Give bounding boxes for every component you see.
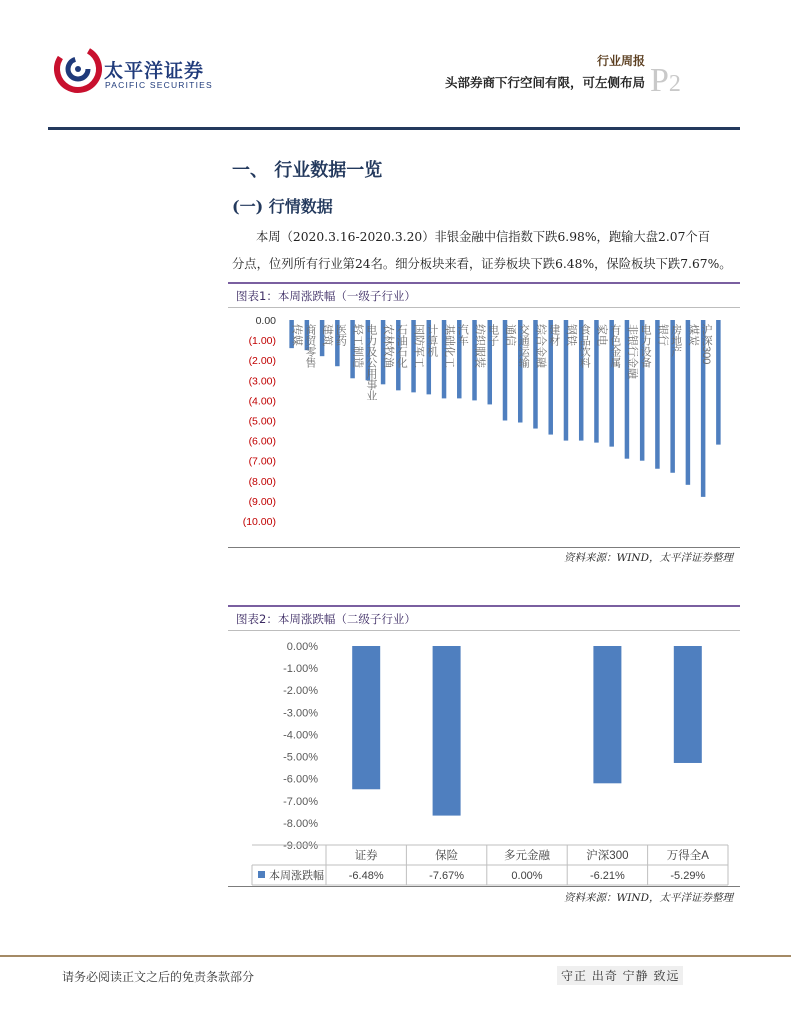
category-label: 沪深300	[586, 850, 629, 862]
y-tick-label: -8.00%	[283, 817, 318, 830]
body-paragraph-line-1: 本周（2020.3.16-2020.3.20）非银金融中信指数下跌6.98%，跑输大盘2.07个百	[256, 230, 711, 244]
y-tick-label: (7.00)	[248, 455, 276, 468]
y-tick-label: 0.00	[255, 315, 276, 327]
legend-label: 本周涨跌幅	[269, 870, 324, 882]
bar	[716, 320, 721, 445]
category-label: 农林牧渔	[382, 324, 395, 368]
page-digit: 2	[668, 71, 681, 97]
report-type: 行业周报	[596, 54, 645, 68]
y-tick-label: (3.00)	[248, 375, 276, 388]
y-tick-label: -2.00%	[283, 685, 318, 698]
category-label: 保险	[435, 850, 459, 862]
body-paragraph-line-2: 分点，位列所有行业第24名。细分板块来看，证券板块下跌6.48%，保险板块下跌7.67%。	[232, 257, 732, 271]
figure2-title: 图表2：本周涨跌幅（二级子行业）	[236, 612, 416, 626]
y-tick-label: (1.00)	[248, 335, 276, 348]
category-label: 电力及公用事业	[364, 324, 377, 401]
data-value-label: -5.29%	[670, 870, 706, 882]
y-tick-label: -5.00%	[283, 751, 318, 764]
y-tick-label: (5.00)	[248, 415, 276, 428]
category-label: 传媒	[290, 324, 303, 346]
category-label: 房地产	[669, 324, 682, 357]
category-label: 沪深300	[700, 324, 713, 365]
footer-divider	[0, 955, 791, 957]
category-label: 石油石化	[395, 324, 408, 368]
y-tick-label: (6.00)	[248, 435, 276, 448]
category-label: 建材	[547, 324, 560, 346]
category-label: 计算机	[425, 324, 438, 357]
y-tick-label: 0.00%	[286, 641, 318, 653]
category-label: 食品饮料	[578, 324, 591, 368]
y-tick-label: (4.00)	[248, 395, 276, 408]
brand-name-en: PACIFIC SECURITIES	[105, 80, 213, 90]
y-tick-label: (10.00)	[242, 516, 276, 528]
footer-disclaimer: 请务必阅读正文之后的免责条款部分	[62, 970, 255, 984]
data-value-label: 0.00%	[511, 870, 543, 882]
figure1-title-rule	[228, 307, 740, 308]
figure2-bottom-rule	[228, 886, 740, 887]
category-label: 证券	[354, 850, 378, 862]
figure1-top-rule	[228, 282, 740, 284]
y-tick-label: (2.00)	[248, 355, 276, 368]
y-tick-label: -1.00%	[283, 663, 318, 676]
bar	[433, 646, 461, 816]
category-label: 钢铁	[564, 324, 577, 346]
y-tick-label: -3.00%	[283, 707, 318, 720]
figure1-title: 图表1：本周涨跌幅（一级子行业）	[236, 289, 416, 303]
figure2-bar-chart	[228, 634, 740, 886]
bar	[352, 646, 380, 789]
category-label: 基础化工	[443, 324, 456, 368]
y-tick-label: (9.00)	[248, 495, 276, 508]
category-label: 煤炭	[686, 324, 699, 346]
category-label: 银行	[656, 324, 669, 346]
category-label: 交通运输	[517, 324, 530, 368]
figure1-bar-chart	[228, 310, 740, 540]
y-tick-label: -7.00%	[283, 795, 318, 808]
category-label: 汽车	[456, 324, 469, 346]
page-number	[650, 62, 681, 100]
y-tick-label: -4.00%	[283, 729, 318, 742]
subsection-heading: (一) 行情数据	[232, 197, 333, 216]
footer-motto: 守正 出奇 宁静 致远	[557, 966, 683, 985]
data-value-label: -7.67%	[429, 870, 465, 882]
bar	[674, 646, 702, 763]
figure2-title-rule	[228, 630, 740, 631]
category-label: 建筑	[321, 324, 334, 346]
category-label: 纺织服装	[473, 324, 486, 368]
category-label: 电子	[486, 324, 499, 346]
figure1-source: 资料来源：WIND，太平洋证券整理	[563, 552, 733, 564]
page-letter: P	[650, 62, 669, 99]
header-divider	[48, 127, 740, 130]
y-tick-label: -9.00%	[283, 840, 318, 852]
figure1-bottom-rule	[228, 547, 740, 548]
category-label: 万得全A	[666, 850, 709, 862]
category-label: 非银行金融	[625, 324, 638, 379]
category-label: 家电	[595, 324, 608, 346]
category-label: 综合金融	[534, 324, 547, 368]
category-label: 医药	[334, 324, 347, 346]
data-value-label: -6.21%	[589, 870, 625, 882]
figure2-top-rule	[228, 605, 740, 607]
y-tick-label: -6.00%	[283, 773, 318, 786]
y-tick-label: (8.00)	[248, 475, 276, 488]
category-label: 有色金属	[608, 324, 621, 368]
category-label: 国防军工	[412, 324, 425, 368]
report-title: 头部券商下行空间有限，可左侧布局	[444, 75, 645, 90]
legend-swatch	[258, 871, 265, 878]
category-label: 通信	[504, 324, 516, 346]
bar	[593, 646, 621, 783]
category-label: 商贸零售	[303, 324, 316, 368]
category-label: 轻工制造	[351, 324, 364, 368]
data-value-label: -6.48%	[348, 870, 384, 882]
category-label: 电力设备	[639, 324, 652, 368]
category-label: 多元金融	[504, 850, 550, 862]
brand-name-cn: 太平洋证券	[104, 60, 205, 82]
section-heading: 一、 行业数据一览	[232, 160, 383, 181]
figure2-source: 资料来源：WIND，太平洋证券整理	[563, 892, 733, 904]
